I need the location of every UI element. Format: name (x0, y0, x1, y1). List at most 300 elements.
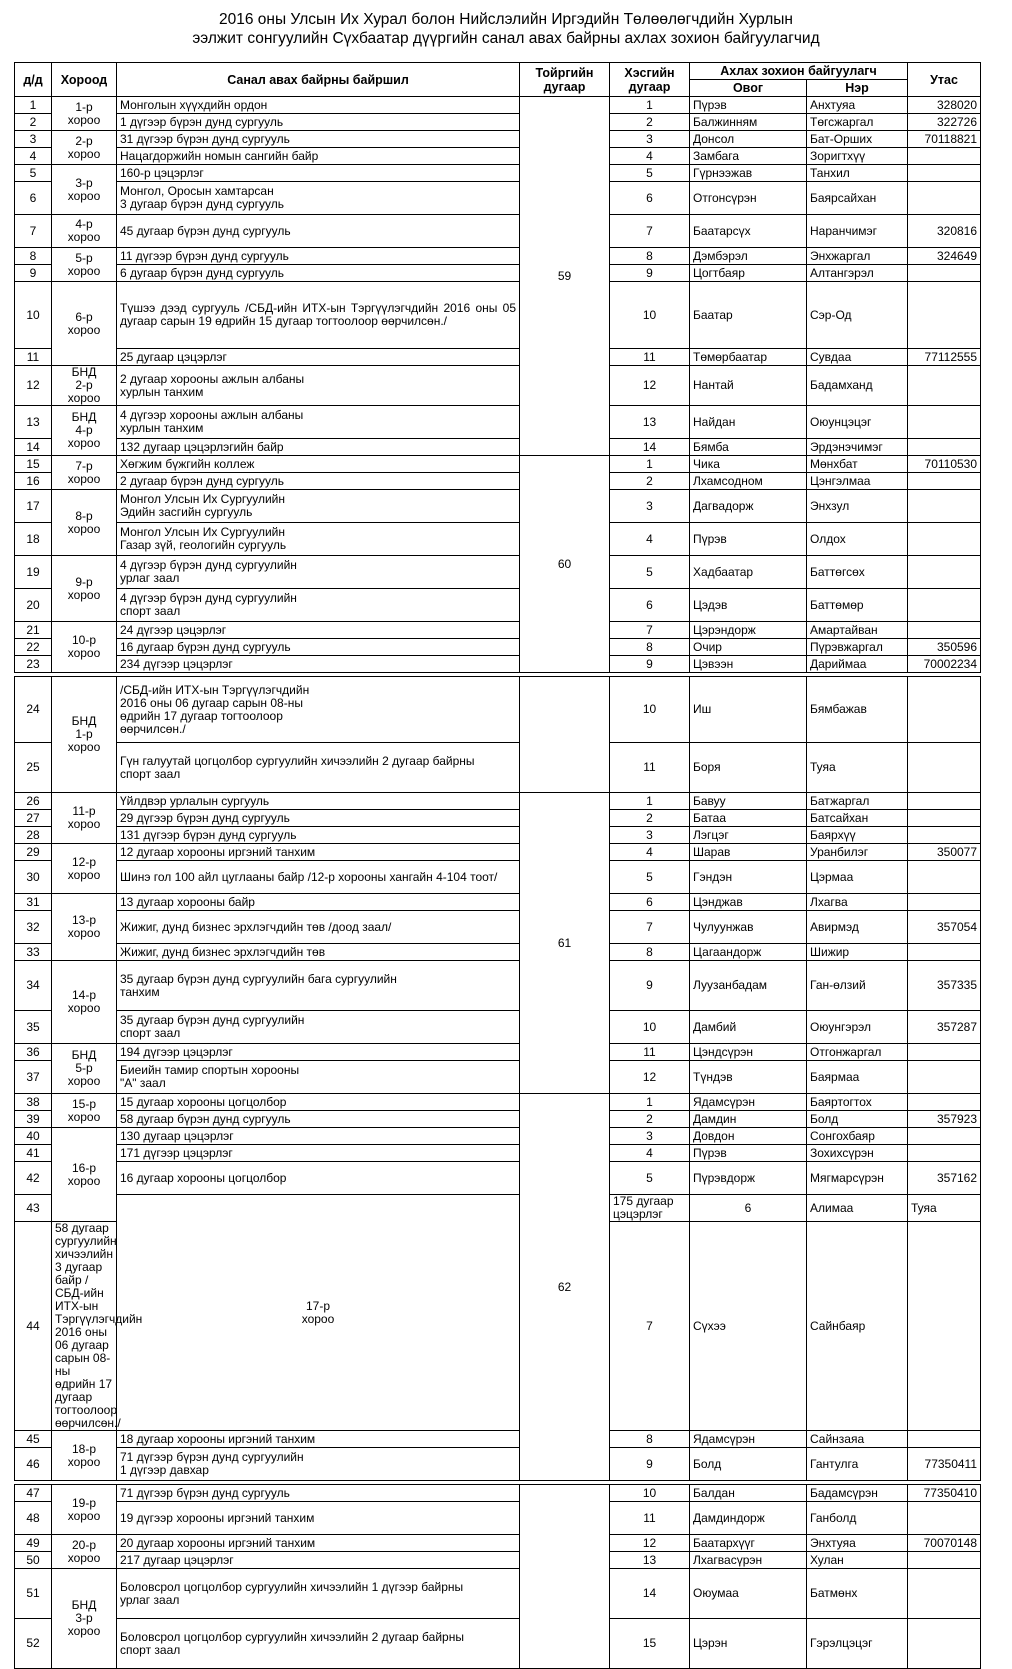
row-number: 26 (15, 793, 52, 810)
section-number: 9 (610, 656, 690, 673)
section-number: 1 (610, 1094, 690, 1111)
organizer-name: Цэнгэлмаа (807, 473, 908, 490)
organizer-name: Зоригтхүү (807, 148, 908, 165)
section-number: 8 (610, 1431, 690, 1448)
organizer-name: Ган-өлзий (807, 961, 908, 1011)
location-cell: 6 дугаар бүрэн дунд сургууль (117, 265, 520, 282)
organizer-name: Баттөмөр (807, 589, 908, 622)
row-number: 1 (15, 97, 52, 114)
header-district-no: Тойргийн дугаар (520, 63, 610, 97)
phone-cell: 350596 (908, 639, 981, 656)
row-number: 23 (15, 656, 52, 673)
phone-cell (908, 490, 981, 523)
row-number: 18 (15, 523, 52, 556)
location-cell: Монгол, Оросын хамтарсан 3 дугаар бүрэн дунд сургууль (117, 182, 520, 215)
phone-cell (908, 793, 981, 810)
table-row (15, 810, 981, 827)
phone-cell (908, 523, 981, 556)
location-cell: 24 дүгээр цэцэрлэг (117, 622, 520, 639)
organizer-name: Анхтуяа (807, 97, 908, 114)
table-row (15, 1569, 981, 1619)
organizer-surname: Ядамсүрэн (690, 1431, 807, 1448)
table-row (15, 1535, 981, 1552)
header-surname: Овог (690, 80, 807, 97)
khoroo-cell: БНД 2-р хороо (52, 366, 117, 406)
khoroo-cell: 3-р хороо (52, 165, 117, 215)
table-row (15, 677, 981, 743)
organizer-surname: Цэдэв (690, 589, 807, 622)
location-cell: Үйлдвэр урлалын сургууль (117, 793, 520, 810)
khoroo-cell: 12-р хороо (52, 844, 117, 894)
section-number: 13 (610, 406, 690, 439)
location-cell: 18 дугаар хорооны иргэний танхим (117, 1431, 520, 1448)
organizer-surname: Баатар (690, 282, 807, 349)
section-number: 5 (610, 861, 690, 894)
organizer-name: Мөнхбат (807, 456, 908, 473)
row-number: 24 (15, 677, 52, 743)
row-number: 27 (15, 810, 52, 827)
table-row (15, 1431, 981, 1448)
section-number: 8 (610, 248, 690, 265)
organizer-name: Баярсайхан (807, 182, 908, 215)
khoroo-cell: 18-р хороо (52, 1431, 117, 1481)
table-row (15, 131, 981, 148)
table-row (15, 639, 981, 656)
header-khoroo: Хороод (52, 63, 117, 97)
organizer-name: Батмөнх (807, 1569, 908, 1619)
section-number: 6 (610, 894, 690, 911)
row-number: 39 (15, 1111, 52, 1128)
location-cell: Монгол Улсын Их Сургуулийн Эдийн засгийн сургууль (117, 490, 520, 523)
section-number: 9 (610, 265, 690, 282)
location-cell: 130 дугаар цэцэрлэг (117, 1128, 520, 1145)
organizer-name: Ганболд (807, 1502, 908, 1535)
phone-cell: 70070148 (908, 1535, 981, 1552)
organizer-name: Танхил (807, 165, 908, 182)
phone-cell (908, 439, 981, 456)
row-number: 17 (15, 490, 52, 523)
khoroo-cell: 6-р хороо (52, 282, 117, 366)
organizer-surname: Довдон (690, 1128, 807, 1145)
section-number: 2 (610, 1111, 690, 1128)
phone-cell (908, 1061, 981, 1094)
district-cell: 60 (520, 456, 610, 673)
khoroo-cell: 7-р хороо (52, 456, 117, 490)
row-number: 15 (15, 456, 52, 473)
row-number: 10 (15, 282, 52, 349)
organizer-surname: Луузанбадам (690, 961, 807, 1011)
organizer-surname: Батаа (690, 810, 807, 827)
section-number: 12 (610, 366, 690, 406)
table-row (15, 894, 981, 911)
phone-cell (908, 556, 981, 589)
phone-cell (908, 810, 981, 827)
organizer-surname: Гэндэн (690, 861, 807, 894)
organizer-name: Шижир (807, 944, 908, 961)
location-cell: 20 дугаар хорооны иргэний танхим (117, 1535, 520, 1552)
header-dd: д/д (15, 63, 52, 97)
location-cell: 71 дүгээр бүрэн дунд сургууль (117, 1485, 520, 1502)
row-number: 41 (15, 1145, 52, 1162)
table-row (15, 1044, 981, 1061)
table-row (15, 556, 981, 589)
khoroo-cell: 14-р хороо (52, 961, 117, 1044)
section-number: 1 (610, 793, 690, 810)
organizer-name: Авирмэд (807, 911, 908, 944)
district-cell-empty (520, 677, 610, 793)
organizer-surname: Цэрэндорж (690, 622, 807, 639)
organizer-name: Сонгохбаяр (807, 1128, 908, 1145)
location-cell: Боловсрол цогцолбор сургуулийн хичээлийн 2 дугаар байрны спорт заал (117, 1619, 520, 1669)
phone-cell (908, 622, 981, 639)
document-title (0, 10, 1012, 48)
section-number: 2 (610, 114, 690, 131)
header-phone: Утас (908, 63, 981, 97)
table-row (15, 1502, 981, 1535)
section-number: 3 (610, 827, 690, 844)
table-row (15, 265, 981, 282)
row-number: 2 (15, 114, 52, 131)
row-number: 8 (15, 248, 52, 265)
organizer-name: Төгсжаргал (807, 114, 908, 131)
organizer-name: Хулан (807, 1552, 908, 1569)
organizer-name: Отгонжаргал (807, 1044, 908, 1061)
location-cell: /СБД-ийн ИТХ-ын Тэргүүлэгчдийн 2016 оны 06 дугаар сарын 08-ны өдрийн 17 дугаар тогтоолоор өөрчилсөн./ (117, 677, 520, 743)
organizer-surname: Баатарсүх (690, 215, 807, 248)
row-number: 16 (15, 473, 52, 490)
khoroo-cell: БНД 4-р хороо (52, 406, 117, 456)
location-cell: 2 дугаар бүрэн дунд сургууль (117, 473, 520, 490)
section-number: 9 (610, 961, 690, 1011)
organizer-name: Дариймаа (807, 656, 908, 673)
location-cell: 16 дугаар бүрэн дунд сургууль (117, 639, 520, 656)
organizer-name: Наранчимэг (807, 215, 908, 248)
organizer-surname: Гүрнээжав (690, 165, 807, 182)
location-cell: 12 дугаар хорооны иргэний танхим (117, 844, 520, 861)
location-cell: 16 дугаар хорооны цогцолбор (117, 1162, 520, 1195)
section-number: 2 (610, 810, 690, 827)
table-row (15, 366, 981, 406)
phone-cell (908, 165, 981, 182)
section-number: 3 (610, 131, 690, 148)
section-number: 11 (610, 1044, 690, 1061)
organizer-surname: Цагаандорж (690, 944, 807, 961)
row-number: 35 (15, 1011, 52, 1044)
title-line-2: ээлжит сонгуулийн Сүхбаатар дүүргийн санал авах байрны ахлах зохион байгуулагчид (192, 30, 820, 47)
organizer-surname: Пүрэв (690, 523, 807, 556)
organizer-surname: Цэрэн (690, 1619, 807, 1669)
organizer-surname: Найдан (690, 406, 807, 439)
location-cell: Жижиг, дунд бизнес эрхлэгчдийн төв (117, 944, 520, 961)
table-row (15, 911, 981, 944)
row-number: 51 (15, 1569, 52, 1619)
organizer-surname: Пүрэв (690, 97, 807, 114)
organizer-name: Олдох (807, 523, 908, 556)
organizer-surname: Дамбий (690, 1011, 807, 1044)
organizer-name: Алтангэрэл (807, 265, 908, 282)
location-cell: 4 дүгээр бүрэн дунд сургуулийн спорт заал (117, 589, 520, 622)
location-cell: 4 дүгээр бүрэн дунд сургуулийн урлаг заал (117, 556, 520, 589)
organizer-surname: Ядамсүрэн (690, 1094, 807, 1111)
organizer-name: Туяа (807, 743, 908, 793)
row-number: 31 (15, 894, 52, 911)
table-row (15, 1162, 981, 1195)
row-number: 21 (15, 622, 52, 639)
table-row (15, 622, 981, 639)
location-cell: Монгол Улсын Их Сургуулийн Газар зүй, геологийн сургууль (117, 523, 520, 556)
row-number: 52 (15, 1619, 52, 1669)
section-number: 6 (610, 182, 690, 215)
khoroo-cell: 10-р хороо (52, 622, 117, 673)
section-number: 3 (610, 1128, 690, 1145)
row-number: 4 (15, 148, 52, 165)
row-number: 34 (15, 961, 52, 1011)
location-cell: Шинэ гол 100 айл цуглааны байр /12-р хорооны хангайн 4-104 тоот/ (117, 861, 520, 894)
row-number: 46 (15, 1448, 52, 1481)
section-number: 11 (610, 743, 690, 793)
phone-cell (908, 182, 981, 215)
organizer-surname: Нантай (690, 366, 807, 406)
phone-cell (908, 1431, 981, 1448)
phone-cell: 357287 (908, 1011, 981, 1044)
table-row (15, 1552, 981, 1569)
organizer-surname: Оюумаа (690, 1569, 807, 1619)
phone-cell: 320816 (908, 215, 981, 248)
organizer-name: Баттөгсөх (807, 556, 908, 589)
location-cell: 4 дүгээр хорооны ажлын албаны хурлын танхим (117, 406, 520, 439)
organizer-name: Баяртогтох (807, 1094, 908, 1111)
organizer-name: Сувдаа (807, 349, 908, 366)
phone-cell: 350077 (908, 844, 981, 861)
row-number: 45 (15, 1431, 52, 1448)
location-cell: 13 дугаар хорооны байр (117, 894, 520, 911)
row-number: 42 (15, 1162, 52, 1195)
organizer-surname: Бавуу (690, 793, 807, 810)
organizer-name: Батсайхан (807, 810, 908, 827)
row-number: 49 (15, 1535, 52, 1552)
khoroo-cell: 16-р хороо (52, 1128, 117, 1222)
location-cell: 31 дүгээр бүрэн дунд сургууль (117, 131, 520, 148)
district-cell: 62 (520, 1094, 610, 1481)
section-number: 14 (610, 439, 690, 456)
title-line-1: 2016 оны Улсын Их Хурал болон Нийслэлийн Иргэдийн Төлөөлөгчдийн Хурлын (219, 11, 793, 28)
organizer-name: Зохихсүрэн (807, 1145, 908, 1162)
organizer-name: Бямбажав (807, 677, 908, 743)
phone-cell: 70118821 (908, 131, 981, 148)
section-number: 5 (610, 1162, 690, 1195)
location-cell: 15 дугаар хорооны цогцолбор (117, 1094, 520, 1111)
section-number: 15 (610, 1619, 690, 1669)
table-row (15, 97, 981, 114)
location-cell: Хөгжим бүжгийн коллеж (117, 456, 520, 473)
table-row (15, 165, 981, 182)
section-number: 4 (610, 523, 690, 556)
section-number: 10 (610, 282, 690, 349)
organizer-name: Гантулга (807, 1448, 908, 1481)
table-row (15, 827, 981, 844)
location-cell: Монголын хүүхдийн ордон (117, 97, 520, 114)
location-cell: 131 дүгээр бүрэн дунд сургууль (117, 827, 520, 844)
organizer-surname: Чика (690, 456, 807, 473)
organizer-name: Гэрэлцэцэг (807, 1619, 908, 1669)
location-cell: 71 дүгээр бүрэн дунд сургуулийн 1 дүгээр давхар (117, 1448, 520, 1481)
organizer-surname: Баатархүүг (690, 1535, 807, 1552)
row-number: 36 (15, 1044, 52, 1061)
organizer-name: Батжаргал (807, 793, 908, 810)
section-number: 10 (610, 1485, 690, 1502)
row-number: 22 (15, 639, 52, 656)
organizer-surname: Дамдиндорж (690, 1502, 807, 1535)
section-number: 14 (610, 1569, 690, 1619)
row-number: 25 (15, 743, 52, 793)
location-cell: 160-р цэцэрлэг (117, 165, 520, 182)
khoroo-cell: 1-р хороо (52, 97, 117, 131)
organizer-surname: Иш (690, 677, 807, 743)
organizer-name: Лхагва (807, 894, 908, 911)
organizer-surname: Пүрэв (690, 1145, 807, 1162)
table-body (15, 97, 981, 1669)
organizer-name: Туяа (908, 1195, 981, 1222)
location-cell: Нацагдоржийн номын сангийн байр (117, 148, 520, 165)
khoroo-cell: 13-р хороо (52, 894, 117, 961)
section-number: 9 (610, 1448, 690, 1481)
table-row (15, 114, 981, 131)
phone-cell (908, 406, 981, 439)
table-row (15, 844, 981, 861)
organizer-surname: Донсол (690, 131, 807, 148)
section-number: 7 (610, 1222, 690, 1431)
organizer-name: Энхтуяа (807, 1535, 908, 1552)
section-number: 11 (610, 349, 690, 366)
section-number: 10 (610, 677, 690, 743)
row-number: 29 (15, 844, 52, 861)
organizer-name: Цэрмаа (807, 861, 908, 894)
section-number: 7 (610, 215, 690, 248)
district-cell: 59 (520, 97, 610, 456)
row-number: 5 (15, 165, 52, 182)
organizer-surname: Алимаа (807, 1195, 908, 1222)
phone-cell: 77350411 (908, 1448, 981, 1481)
phone-cell (908, 677, 981, 743)
organizer-name: Оюунгэрэл (807, 1011, 908, 1044)
section-number: 8 (610, 944, 690, 961)
organizer-name: Сэр-Од (807, 282, 908, 349)
district-cell: 61 (520, 793, 610, 1094)
section-number: 5 (610, 556, 690, 589)
khoroo-cell: 4-р хороо (52, 215, 117, 248)
table-row (15, 182, 981, 215)
table-row (15, 656, 981, 673)
phone-cell (908, 894, 981, 911)
khoroo-cell: БНД 1-р хороо (52, 677, 117, 793)
phone-cell (908, 1569, 981, 1619)
table-row (15, 215, 981, 248)
location-cell: 217 дугаар цэцэрлэг (117, 1552, 520, 1569)
phone-cell (908, 1145, 981, 1162)
row-number: 47 (15, 1485, 52, 1502)
phone-cell (908, 944, 981, 961)
phone-cell (908, 1222, 981, 1431)
section-number: 12 (610, 1061, 690, 1094)
organizer-name: Баярмаа (807, 1061, 908, 1094)
phone-cell (908, 1094, 981, 1111)
organizer-name: Амартайван (807, 622, 908, 639)
organizer-surname: Лхагвасүрэн (690, 1552, 807, 1569)
organizer-surname: Сүхээ (690, 1222, 807, 1431)
row-number: 38 (15, 1094, 52, 1111)
location-cell: 25 дугаар цэцэрлэг (117, 349, 520, 366)
phone-cell: 322726 (908, 114, 981, 131)
table-row (15, 456, 981, 473)
section-number: 8 (610, 639, 690, 656)
section-number: 4 (610, 148, 690, 165)
phone-cell: 70110530 (908, 456, 981, 473)
phone-cell (908, 1619, 981, 1669)
organizer-surname: Дагвадорж (690, 490, 807, 523)
row-number: 13 (15, 406, 52, 439)
organizer-name: Сайнзаяа (807, 1431, 908, 1448)
section-number: 10 (610, 1011, 690, 1044)
phone-cell (908, 265, 981, 282)
row-number: 19 (15, 556, 52, 589)
table-row (15, 743, 981, 793)
khoroo-cell: 2-р хороо (52, 131, 117, 165)
section-number: 11 (610, 1502, 690, 1535)
location-cell: Жижиг, дунд бизнес эрхлэгчдийн төв /доод заал/ (117, 911, 520, 944)
phone-cell: 70002234 (908, 656, 981, 673)
table-row (15, 490, 981, 523)
organizer-surname: Отгонсүрэн (690, 182, 807, 215)
row-number: 6 (15, 182, 52, 215)
table-row (15, 248, 981, 265)
organizer-surname: Хадбаатар (690, 556, 807, 589)
organizer-name: Бадамханд (807, 366, 908, 406)
location-cell: 58 дугаар сургуулийн хичээлийн 3 дугаар байр /СБД-ийн ИТХ-ын Тэргүүлэгчдийн 2016 оны 06 дугаар сарын 08-ны өдрийн 17 дугаар тогтоолоор өөрчилсөн./ (52, 1222, 117, 1431)
location-cell: 19 дүгээр хорооны иргэний танхим (117, 1502, 520, 1535)
row-number: 11 (15, 349, 52, 366)
row-number: 40 (15, 1128, 52, 1145)
khoroo-cell: 17-р хороо (117, 1195, 520, 1431)
header-organizer: Ахлах зохион байгуулагч (690, 63, 908, 80)
header-name: Нэр (807, 80, 908, 97)
location-cell: 45 дугаар бүрэн дунд сургууль (117, 215, 520, 248)
khoroo-cell: БНД 5-р хороо (52, 1044, 117, 1094)
organizer-surname: Шарав (690, 844, 807, 861)
phone-cell: 357923 (908, 1111, 981, 1128)
table-row (15, 1448, 981, 1481)
row-number: 9 (15, 265, 52, 282)
organizer-surname: Чулуунжав (690, 911, 807, 944)
organizer-name: Пүрэвжаргал (807, 639, 908, 656)
phone-cell: 357335 (908, 961, 981, 1011)
organizer-surname: Төмөрбаатар (690, 349, 807, 366)
table-row (15, 944, 981, 961)
phone-cell (908, 282, 981, 349)
organizer-name: Баярхүү (807, 827, 908, 844)
section-number: 7 (610, 622, 690, 639)
section-number: 2 (610, 473, 690, 490)
location-cell: 29 дүгээр бүрэн дунд сургууль (117, 810, 520, 827)
row-number: 28 (15, 827, 52, 844)
table-row (15, 1485, 981, 1502)
organizer-name: Энхзул (807, 490, 908, 523)
khoroo-cell: 8-р хороо (52, 490, 117, 556)
khoroo-cell: 5-р хороо (52, 248, 117, 282)
section-number: 4 (610, 1145, 690, 1162)
table-row (15, 1061, 981, 1094)
phone-cell (908, 366, 981, 406)
phone-cell: 357054 (908, 911, 981, 944)
